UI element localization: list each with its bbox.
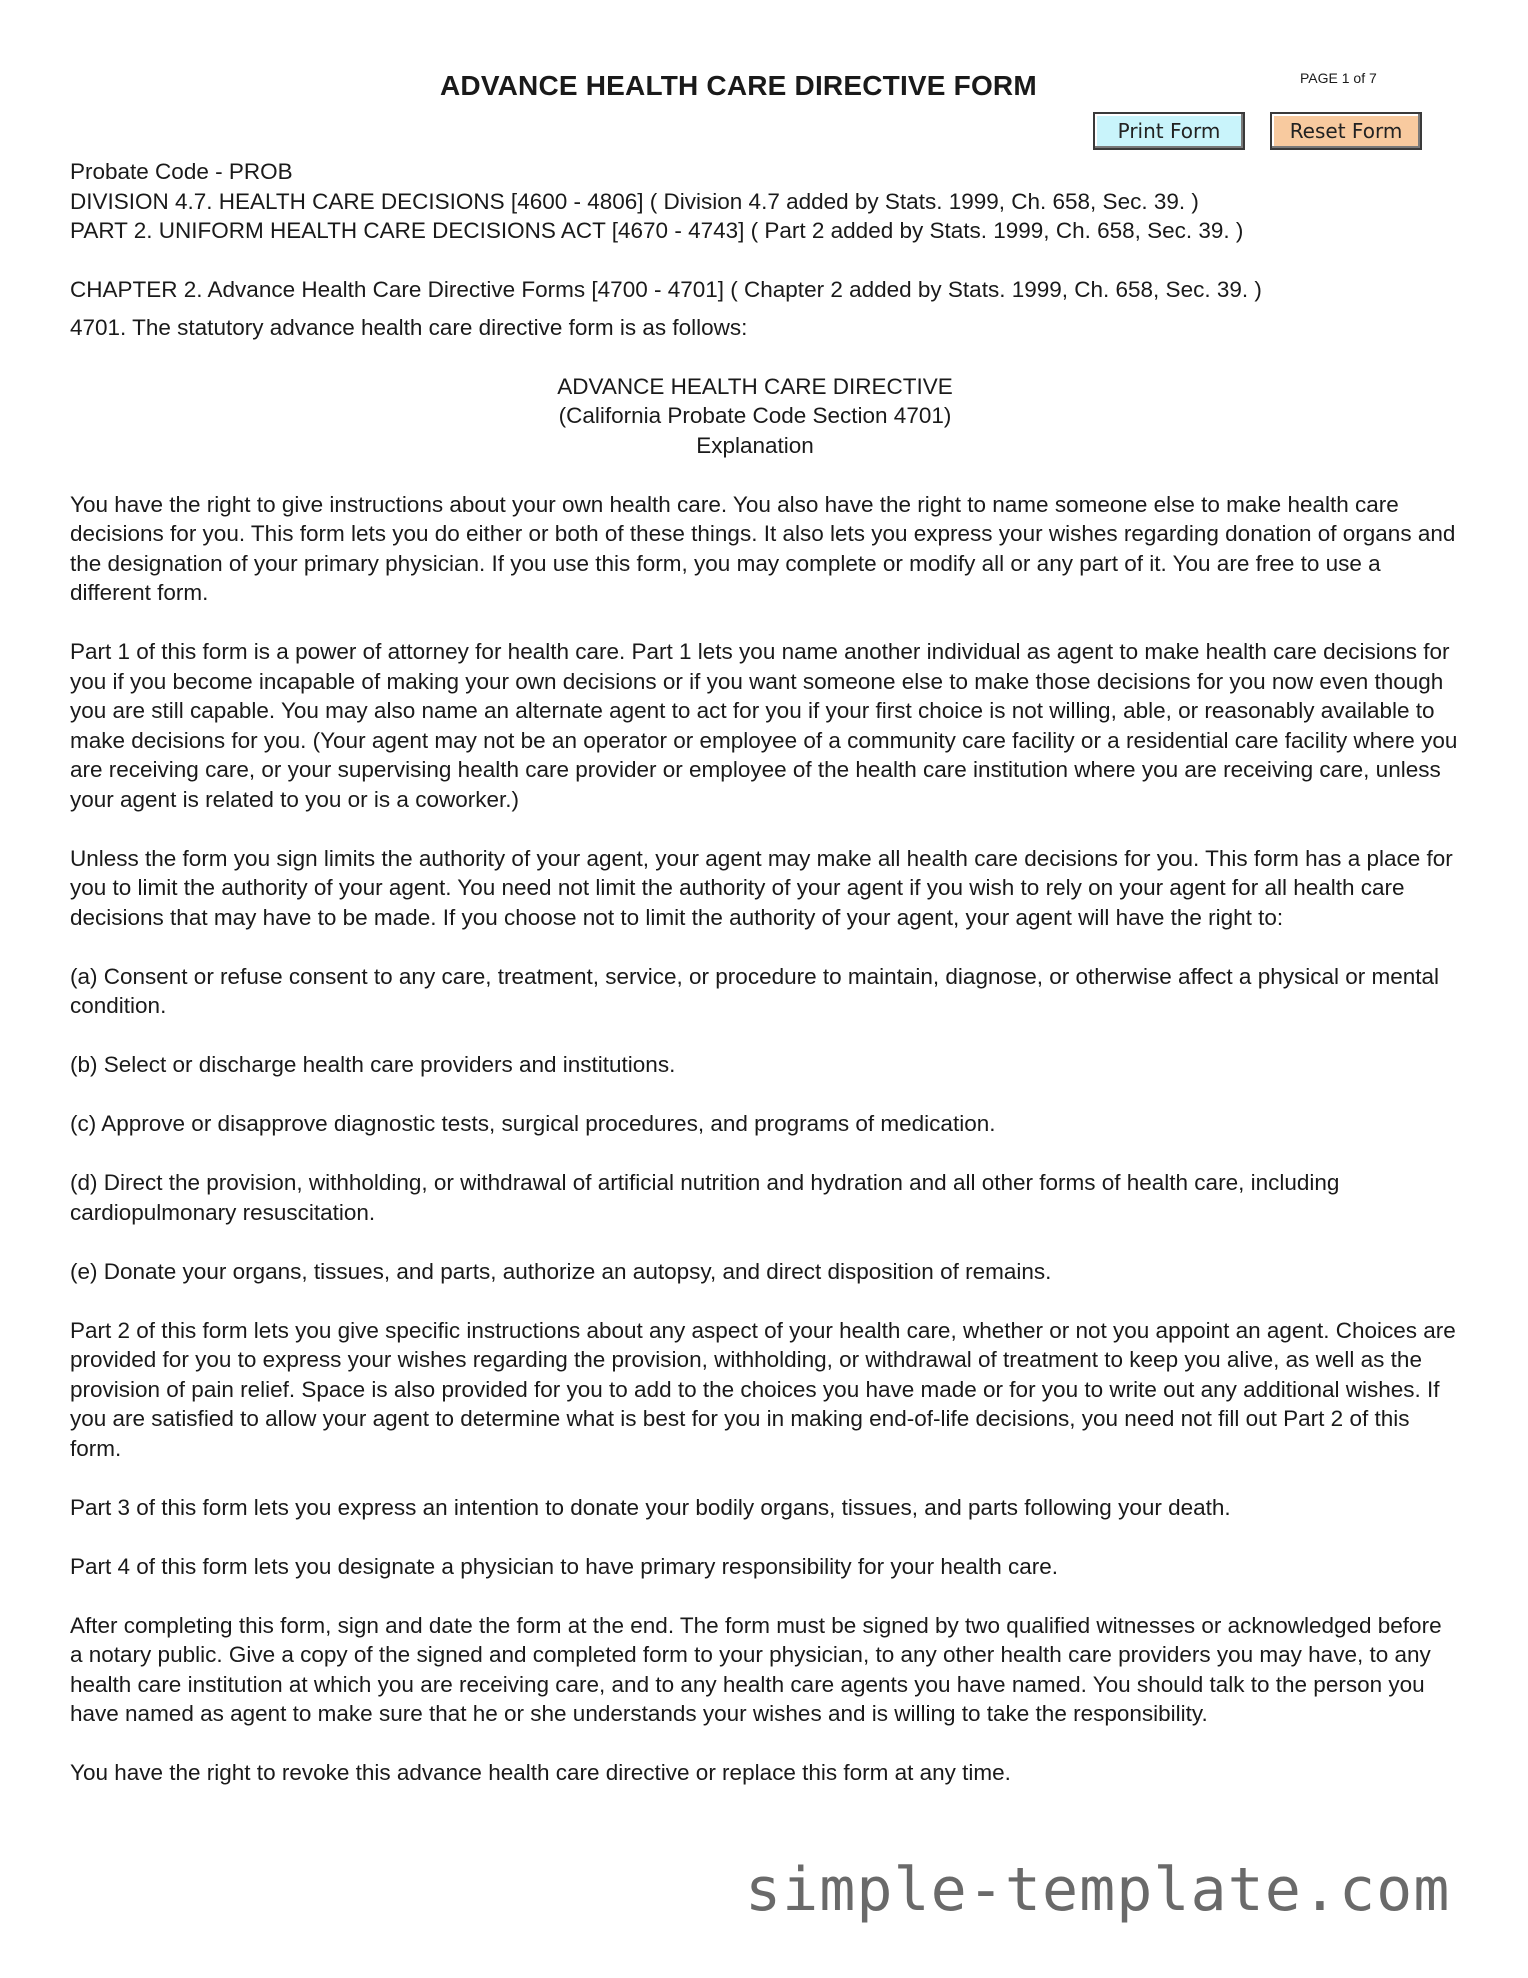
print-form-button[interactable]: Print Form — [1093, 112, 1245, 150]
list-item-a: (a) Consent or refuse consent to any care, treatment, service, or procedure to maintain, diagnose, or otherwise affect a physical or mental condition. — [70, 963, 1440, 1018]
list-item-b: (b) Select or discharge health care providers and institutions. — [70, 1052, 676, 1077]
directive-subheading: (California Probate Code Section 4701) — [558, 403, 952, 428]
paragraph-authority: Unless the form you sign limits the authority of your agent, your agent may make all health care decisions for you. This form has a place for you to limit the authority of your agent. You need not limit the authority of your agent if you wish to rely on your agent for all health care decisions that may have to be made. If you choose not to limit the authority of your agent, your agent will have the right to: — [70, 845, 1453, 930]
document-body — [70, 157, 1460, 1788]
list-item-e: (e) Donate your organs, tissues, and parts, authorize an autopsy, and direct disposition of remains. — [70, 1258, 1052, 1284]
citation-section: 4701. The statutory advance health care directive form is as follows: — [70, 314, 748, 340]
paragraph-revoke: You have the right to revoke this advance health care directive or replace this form at any time. — [70, 1760, 1011, 1785]
page-indicator: PAGE 1 of 7 — [1300, 70, 1377, 86]
citation-part: PART 2. UNIFORM HEALTH CARE DECISIONS ACT [4670 - 4743] ( Part 2 added by Stats. 1999, Ch. 658, Sec. 39. ) — [70, 218, 1244, 243]
citation-division: DIVISION 4.7. HEALTH CARE DECISIONS [4600 - 4806] ( Division 4.7 added by Stats. 1999, Ch. 658, Sec. 39. ) — [70, 188, 1199, 214]
paragraph-part2: Part 2 of this form lets you give specific instructions about any aspect of your health care, whether or not you appoint an agent. Choices are provided for you to express your wishes regarding the provision, withholding, or withdrawal of treatment to keep you alive, as well as the provision of pain relief. Space is also provided for you to add to the choices you have made or for you to write out any additional wishes. If you are satisfied to allow your agent to determine what is best for you in making end-of-life decisions, you need not fill out Part 2 of this form. — [70, 1317, 1456, 1461]
form-title: ADVANCE HEALTH CARE DIRECTIVE FORM — [440, 70, 1037, 101]
paragraph-part1: Part 1 of this form is a power of attorney for health care. Part 1 lets you name another individual as agent to make health care decisions for you if you become incapable of making your own decisions or if you want someone else to make those decisions for you now even though you are still capable. You may also name an alternate agent to act for you if your first choice is not willing, able, or reasonably available to make decisions for you. (Your agent may not be an operator or employee of a community care facility or a residential care facility where you are receiving care, or your supervising health care provider or employee of the health care institution where you are receiving care, unless your agent is related to you or is a coworker.) — [70, 639, 1458, 812]
paragraph-part4: Part 4 of this form lets you designate a physician to have primary responsibility for your health care. — [70, 1553, 1058, 1579]
explanation-heading: Explanation — [696, 432, 814, 458]
paragraph-part3: Part 3 of this form lets you express an intention to donate your bodily organs, tissues, and parts following your death. — [70, 1494, 1231, 1520]
paragraph-rights: You have the right to give instructions about your own health care. You also have the right to name someone else to make health care decisions for you. This form lets you do either or both of these things. It also lets you express your wishes regarding donation of organs and the designation of your primary physician. If you use this form, you may complete or modify all or any part of it. You are free to use a different form. — [70, 491, 1456, 605]
directive-heading: ADVANCE HEALTH CARE DIRECTIVE — [557, 373, 953, 399]
list-item-c: (c) Approve or disapprove diagnostic tests, surgical procedures, and programs of medication. — [70, 1111, 996, 1136]
citation-code: Probate Code - PROB — [70, 159, 293, 184]
reset-form-button[interactable]: Reset Form — [1270, 112, 1422, 150]
watermark: simple-template.com — [745, 1855, 1451, 1925]
citation-chapter: CHAPTER 2. Advance Health Care Directive Forms [4700 - 4701] ( Chapter 2 added by Stats. 1999, Ch. 658, Sec. 39. ) — [70, 277, 1262, 302]
paragraph-after-completing: After completing this form, sign and date the form at the end. The form must be signed by two qualified witnesses or acknowledged before a notary public. Give a copy of the signed and completed form to your physician, to any other health care providers you may have, to any health care institution at which you are receiving care, and to any health care agents you have named. You should talk to the person you have named as agent to make sure that he or she understands your wishes and is willing to take the responsibility. — [70, 1612, 1442, 1726]
list-item-d: (d) Direct the provision, withholding, or withdrawal of artificial nutrition and hydration and all other forms of health care, including cardiopulmonary resuscitation. — [70, 1170, 1340, 1225]
